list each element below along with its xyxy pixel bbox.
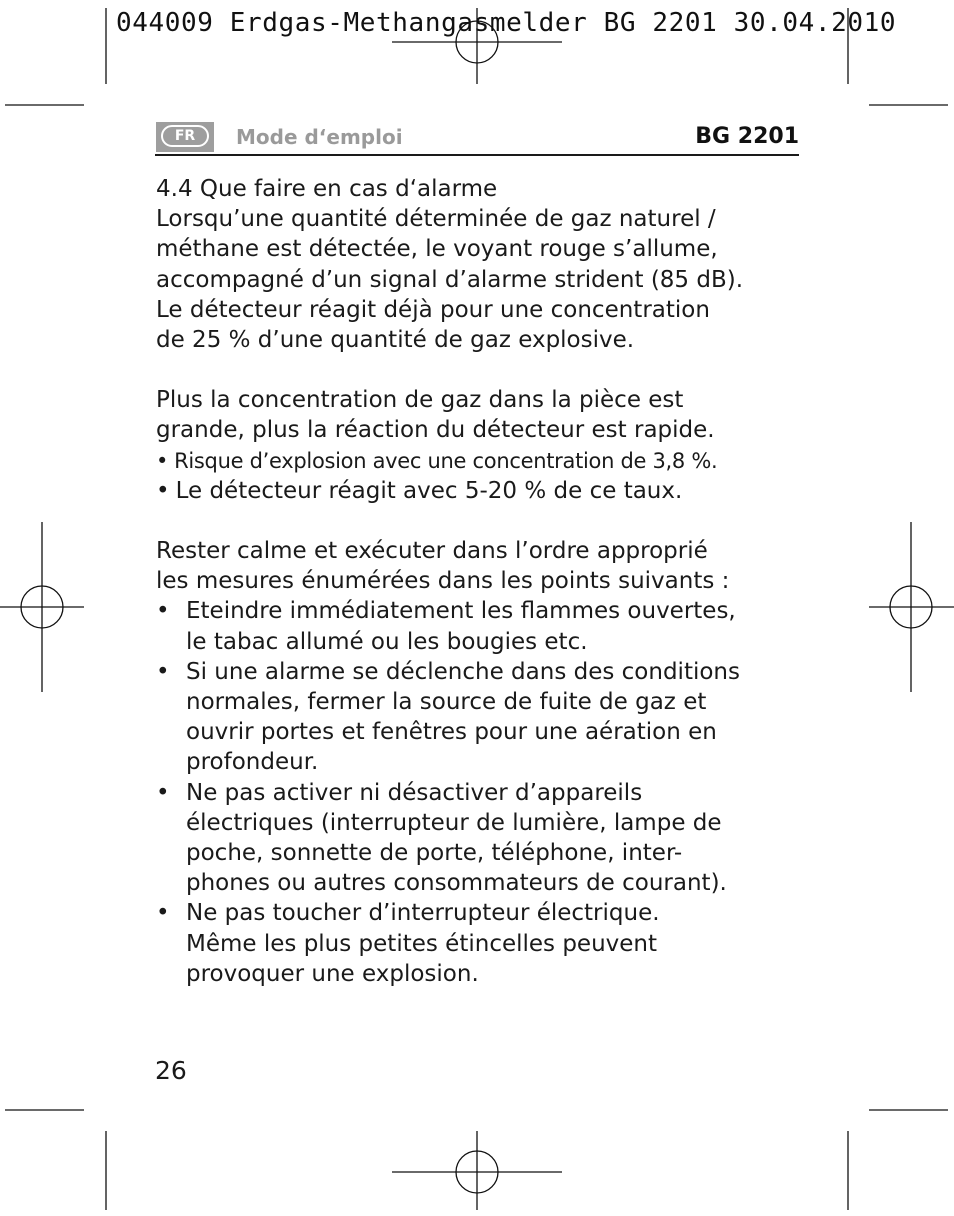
- safety-steps-list: [156, 596, 806, 989]
- registration-target-bottom: [392, 1131, 562, 1210]
- bullet: •: [156, 477, 170, 504]
- language-badge: [156, 122, 214, 152]
- step-line: profondeur.: [186, 749, 319, 776]
- text-line: méthane est détectée, le voyant rouge s’allume,: [156, 236, 718, 263]
- step-line: normales, fermer la source de fuite de gaz et: [186, 689, 707, 716]
- step-line: poche, sonnette de porte, téléphone, inter-: [186, 840, 683, 867]
- text-line: accompagné d’un signal d’alarme strident (85 dB).: [156, 266, 744, 293]
- registration-target-right: [869, 522, 954, 692]
- step-line: Même les plus petites étincelles peuvent: [186, 930, 658, 957]
- paragraph-gap: [156, 355, 806, 385]
- list-item: [156, 778, 806, 899]
- text-line: Lorsqu’une quantité déterminée de gaz naturel /: [156, 206, 716, 233]
- text-line: les mesures énumérées dans les points suivants :: [156, 568, 730, 595]
- section-heading: 4.4 Que faire en cas d‘alarme: [156, 176, 498, 202]
- bullet: •: [156, 448, 169, 473]
- model-number: BG 2201: [695, 124, 799, 149]
- page-header: [155, 120, 799, 156]
- text-line: Plus la concentration de gaz dans la pièce est: [156, 387, 684, 414]
- step-line: provoquer une explosion.: [186, 960, 479, 987]
- page-number: 26: [155, 1056, 187, 1085]
- registration-target-left: [0, 522, 84, 692]
- instruction-paragraph: [156, 536, 806, 596]
- intro-paragraph: [156, 204, 806, 355]
- fact-text: Risque d’explosion avec une concentration de 3,8 %.: [174, 448, 718, 473]
- step-line: Ne pas activer ni désactiver d’appareils: [186, 779, 643, 806]
- section-content: [156, 174, 806, 989]
- step-line: Eteindre immédiatement les flammes ouvertes,: [186, 598, 736, 625]
- text-line: grande, plus la réaction du détecteur est rapide.: [156, 417, 715, 444]
- manual-title: Mode d‘emploi: [236, 125, 403, 149]
- fact-item: [156, 476, 806, 506]
- fact-item: [156, 446, 806, 476]
- print-slug: 044009 Erdgas-Methangasmelder BG 2201 30.04.2010: [116, 8, 897, 38]
- text-line: Le détecteur réagit déjà pour une concentration: [156, 296, 710, 323]
- text-line: Rester calme et exécuter dans l’ordre approprié: [156, 538, 708, 565]
- step-line: Ne pas toucher d’interrupteur électrique.: [186, 900, 660, 927]
- step-line: ouvrir portes et fenêtres pour une aération en: [186, 719, 717, 746]
- list-item: [156, 596, 806, 656]
- text-line: de 25 % d’une quantité de gaz explosive.: [156, 327, 635, 354]
- step-line: le tabac allumé ou les bougies etc.: [186, 628, 588, 655]
- bullet: •: [156, 658, 170, 685]
- step-line: phones ou autres consommateurs de courant).: [186, 870, 727, 897]
- bullet: •: [156, 900, 170, 927]
- paragraph-gap: [156, 506, 806, 536]
- list-item: [156, 657, 806, 778]
- concentration-paragraph: [156, 385, 806, 506]
- step-line: Si une alarme se déclenche dans des conditions: [186, 658, 740, 685]
- language-badge-label: FR: [161, 125, 209, 147]
- bullet: •: [156, 598, 170, 625]
- list-item: [156, 898, 806, 989]
- fact-text: Le détecteur réagit avec 5-20 % de ce taux.: [175, 477, 683, 504]
- step-line: électriques (interrupteur de lumière, lampe de: [186, 809, 722, 836]
- bullet: •: [156, 779, 170, 806]
